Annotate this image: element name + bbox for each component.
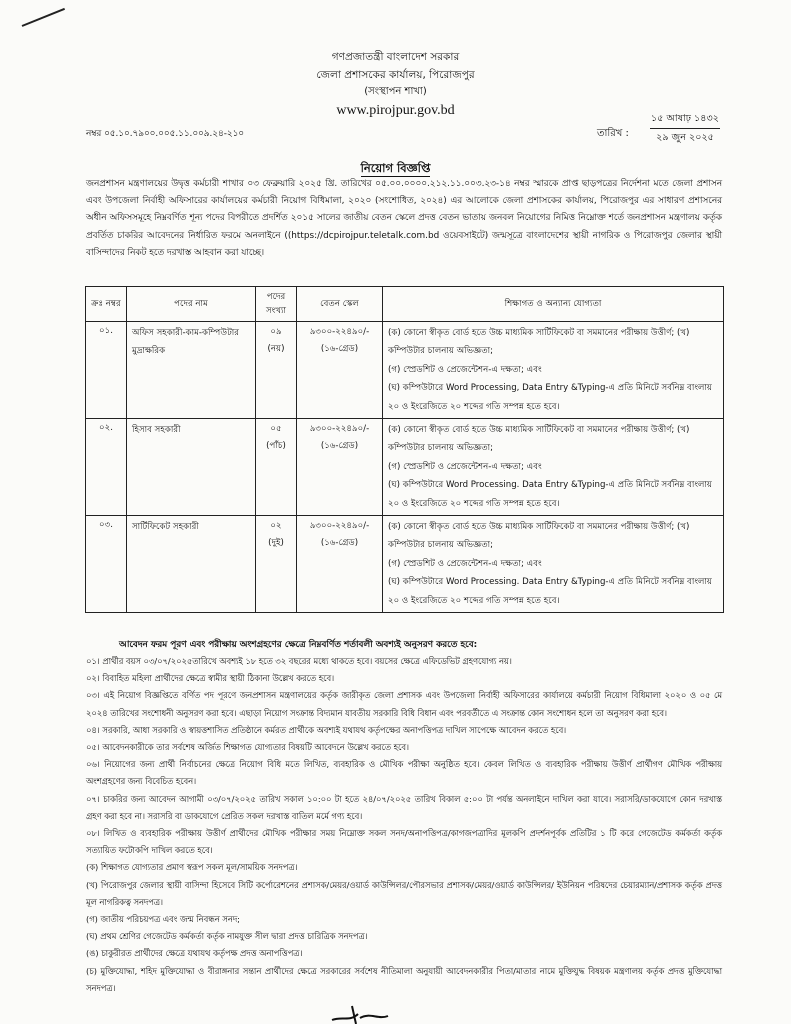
date-divider — [650, 128, 720, 129]
pay-scale-amount: ৯৩০০-২২৪৯০/- — [309, 521, 370, 532]
post-count-number: ০৯ — [270, 327, 282, 337]
pay-grade: (১৬-গ্রেড) — [320, 441, 359, 452]
row-serial: ০৩. — [86, 516, 127, 613]
row-qualification — [383, 419, 724, 516]
qualification-line: (গ) স্প্রেডশিট ও প্রেজেন্টেশন-এ দক্ষতা; এবং — [388, 558, 542, 569]
document-item: (চ) মুক্তিযোদ্ধা, শহিদ মুক্তিযোদ্ধা ও বীরাঙ্গনার সন্তান প্রার্থীদের ক্ষেত্রে সরকারের সর্বশেষ নীতিমালা অনুযায়ী আবেদনকারীর পিতা/মাতার নামে মুক্তিযুদ্ধ বিষয়ক মন্ত্রণালয় কর্তৃক প্রদত্ত মুক্তিযোদ্ধা সনদপত্র। — [86, 965, 722, 993]
qualification-line: (ক) কোনো স্বীকৃত বোর্ড হতে উচ্চ মাধ্যমিক সার্টিফিকেট বা সমমানের পরীক্ষায় উত্তীর্ণ; (খ) কম্পিউটার চালনায় অভিজ্ঞতা; — [388, 425, 690, 454]
intro-paragraph: জনপ্রশাসন মন্ত্রণালয়ের উদ্বৃত্ত কর্মচারী শাখার ০৩ ফেব্রুয়ারি ২০২৫ খ্রি. তারিখের ০৫.০০.০০০০.২১২.১১.০০৩.২৩-১৪ নম্বর স্মারকে প্রাপ্ত ছাড়পত্রের নির্দেশনা মতে জেলা প্রশাসন এবং উপজেলা নির্বাহী অফিসারের কার্যালয়ের কর্মচারী নিয়োগ বিধিমালা, ২০২০ (সংশোধিত, ২০২৪) এর আলোকে জেলা প্রশাসকের কার্যালয়, পিরোজপুর এর সাধারণ প্রশাসনের অধীন অফিসসমূহে নিম্নবর্ণিত শূন্য পদের বিপরীতে প্রদর্শিত ২০১৫ সালের জাতীয় বেতন স্কেলে প্রদত্ত বেতন ভাতায় জনবল নিয়োগের নিমিত্ত নিম্নোক্ত শর্তে জনপ্রশাসন মন্ত্রণালয় কর্তৃক প্রবর্তিত চাকরির আবেদনের নির্ধারিত ফরমে অনলাইনে ((https://dcpirojpur.teletalk.com.bd ওয়েবসাইটে) জন্মসূত্রে বাংলাদেশের স্থায়ী নাগরিক ও পিরোজপুর জেলার স্থায়ী বাসিন্দাদের নিকট হতে দরখাস্ত আহবান করা যাচ্ছে। — [86, 179, 722, 258]
header-section-name: (সংস্থাপন শাখা) — [364, 86, 427, 97]
row-post-name: সার্টিফিকেট সহকারী — [127, 516, 256, 613]
table-row — [86, 419, 724, 516]
row-qualification — [383, 322, 724, 419]
row-pay-scale — [297, 516, 383, 613]
memo-number: নম্বর ০৫.১০.৭৯০০.০০৫.১১.০০৯.২৪-২১০ — [86, 129, 245, 139]
row-post-name: অফিস সহকারী-কাম-কম্পিউটার মুদ্রাক্ষরিক — [127, 322, 256, 419]
post-count-number: ০৫ — [270, 424, 282, 435]
header-serial: ক্রঃ নম্বর — [86, 287, 127, 322]
row-qualification — [383, 516, 724, 613]
row-serial: ০১. — [86, 322, 127, 419]
row-pay-scale — [297, 419, 383, 516]
row-post-name: হিসাব সহকারী — [127, 419, 256, 516]
qualification-line: (ঘ) কম্পিউটারে Word Processing. Data Entry &Typing-এ প্রতি মিনিটে সর্বনিম্ন বাংলায় ২০ ও ইংরেজিতে ২০ শব্দের গতি সম্পন্ন হতে হবে। — [388, 577, 712, 606]
document-item: (ঘ) প্রথম শ্রেণির গেজেটেড কর্মকর্তা কর্তৃক নামযুক্ত সীল দ্বারা প্রদত্ত চারিত্রিক সনদপত্র। — [86, 931, 368, 942]
header-post-count: পদের সংখ্যা — [256, 287, 297, 322]
pen-scribble-mark — [22, 8, 65, 27]
row-pay-scale — [297, 322, 383, 419]
qualification-line: (ঘ) কম্পিউটারে Word Processing, Data Entry &Typing-এ প্রতি মিনিটে সর্বনিম্ন বাংলায় ২০ ও ইংরেজিতে ২০ শব্দের গতি সম্পন্ন হতে হবে। — [388, 383, 712, 412]
qualification-line: (ক) কোনো স্বীকৃত বোর্ড হতে উচ্চ মাধ্যমিক সার্টিফিকেট বা সমমানের পরীক্ষায় উত্তীর্ণ; (খ) কম্পিউটার চালনায় অভিজ্ঞতা; — [388, 328, 690, 357]
qualification-line: (গ) স্প্রেডশিট ও প্রেজেন্টেশন-এ দক্ষতা; এবং — [388, 461, 542, 472]
condition-item: ০১। প্রার্থীর বয়স ০৩/০৭/২০২৫তারিখে অবশ্যই ১৮ হতে ৩২ বছরের মধ্যে থাকতে হবে। বয়সের ক্ষেত্রে এফিডেভিট গ্রহণযোগ্য নয়। — [86, 656, 512, 666]
header-office-name: জেলা প্রশাসকের কার্যালয়, পিরোজপুর — [316, 69, 475, 81]
condition-item: ০৩। এই নিয়োগ বিজ্ঞপ্তিতে বর্ণিত পদ পূরণে জনপ্রশাসন মন্ত্রণালয়ের কর্তৃক জারীকৃত জেলা প্রশাসক এবং উপজেলা নির্বাহী অফিসারের কার্যালয়ে কর্মচারী নিয়োগ বিধিমালা ২০২০ ও ০৫ মে ২০২৪ তারিখের সংশোধনী অনুসরণ করা হবে। এছাড়া নিয়োগ সংক্রান্ত বিদ্যমান যাবতীয় সরকারি বিধি বিধান এবং পরবর্তীতে এ সংক্রান্ত কোন সংশোধন হলে তা অনুসরণ করা হবে। — [86, 690, 722, 718]
table-header-row — [86, 287, 724, 322]
condition-item: ০৮। লিখিত ও ব্যবহারিক পরীক্ষায় উত্তীর্ণ প্রার্থীদের মৌখিক পরীক্ষার সময় নিম্নোক্ত সকল সনদ/অনাপত্তিপত্র/কাগজপত্রাদির মূলকপি প্রদর্শনপূর্বক প্রতিটির ১ টি করে গেজেটেড কর্মকর্তা কর্তৃক সত্যায়িত ফটোকপি দাখিল করতে হবে। — [86, 828, 722, 856]
post-count-words: (নয়) — [267, 344, 285, 354]
row-post-count — [256, 419, 297, 516]
condition-item: ০৫। আবেদনকারীকে তার সর্বশেষ অর্জিত শিক্ষাগত যোগ্যতার বিষয়টি আবেদনে উল্লেখ করতে হবে। — [86, 742, 409, 753]
table-row — [86, 516, 724, 613]
condition-item: ০৬। নিয়োগের জন্য প্রার্থী নির্বাচনের ক্ষেত্রে নিয়োগ বিধি মতে লিখিত, ব্যবহারিক ও মৌখিক পরীক্ষা অনুষ্ঠিত হবে। কেবল লিখিত ও ব্যবহারিক পরীক্ষায় উত্তীর্ণ প্রার্থীগণ মৌখিক পরীক্ষায় অংশগ্রহণের জন্য বিবেচিত হবেন। — [86, 759, 722, 787]
post-count-words: (পাঁচ) — [266, 441, 286, 452]
header-govt-name: গণপ্রজাতন্ত্রী বাংলাদেশ সরকার — [331, 51, 460, 63]
table-row — [86, 322, 724, 419]
header-post-name: পদের নাম — [127, 287, 256, 322]
date-bangla: ১৫ আষাঢ় ১৪৩২ — [651, 113, 719, 124]
notice-title-text: নিয়োগ বিজ্ঞপ্তি — [360, 161, 431, 175]
pay-scale-amount: ৯৩০০-২২৪৯০/- — [309, 327, 370, 337]
condition-item: ০২। বিবাহিত মহিলা প্রার্থীদের ক্ষেত্রে স্বামীর স্থায়ী ঠিকানা উল্লেখ করতে হবে। — [86, 673, 335, 684]
condition-item: ০৭। চাকরির জন্য আবেদন আগামী ০৩/০৭/২০২৫ তারিখ সকাল ১০:০০ টা হতে ২৪/০৭/২০২৫ তারিখ বিকাল ৫:০০ টা পর্যন্ত অনলাইনে দাখিল করা যাবে। সরাসরি/ডাকযোগে কোন দরখাস্ত গ্রহণ করা হবে না। সরাসরি বা ডাকযোগে প্রেরিত সকল দরখাস্ত বাতিল মর্মে গণ্য হবে। — [86, 793, 722, 821]
pay-scale-amount: ৯৩০০-২২৪৯০/- — [309, 424, 370, 435]
qualification-line: (ক) কোনো স্বীকৃত বোর্ড হতে উচ্চ মাধ্যমিক সার্টিফিকেট বা সমমানের পরীক্ষায় উত্তীর্ণ; (খ) কম্পিউটার চালনায় অভিজ্ঞতা; — [388, 522, 690, 551]
document-item: (খ) পিরোজপুর জেলার স্থায়ী বাসিন্দা হিসেবে সিটি কর্পোরেশনের প্রশাসক/মেয়র/ওয়ার্ড কাউন্সিলর/পৌরসভার প্রশাসক/মেয়র/ওয়ার্ড কাউন্সিলর/ ইউনিয়ন পরিষদের চেয়ারম্যান/প্রশাসক কর্তৃক প্রদত্ত মূল নাগরিকত্ব সনদপত্র। — [86, 879, 722, 907]
document-item: (ঙ) চাকুরীরত প্রার্থীদের ক্ষেত্রে যথাযথ কর্তৃপক্ষ প্রদত্ত অনাপত্তিপত্র। — [86, 948, 303, 959]
pay-grade: (১৬-গ্রেড) — [320, 538, 359, 549]
date-label: তারিখ : — [597, 128, 629, 139]
header-website-link[interactable]: www.pirojpur.gov.bd — [336, 103, 455, 118]
posts-table — [85, 286, 724, 613]
qualification-line: (গ) স্প্রেডশিট ও প্রেজেন্টেশন-এ দক্ষতা; এবং — [388, 364, 542, 375]
document-item: (ক) শিক্ষাগত যোগ্যতার প্রমাণ স্বরূপ সকল মূল/সাময়িক সনদপত্র। — [86, 862, 298, 873]
row-post-count — [256, 516, 297, 613]
post-count-number: ০২ — [270, 521, 282, 532]
header-qualification: শিক্ষাগত ও অন্যান্য যোগ্যতা — [383, 287, 724, 322]
date-english: ২৯ জুন ২০২৫ — [656, 132, 714, 143]
condition-item: ০৪। সরকারি, আধা সরকারি ও স্বায়ত্তশাসিত প্রতিষ্ঠানে কর্মরত প্রার্থীকে অবশ্যই যথাযথ কর্তৃপক্ষের অনাপত্তিপত্র দাখিল সাপেক্ষে আবেদন করতে হবে। — [86, 724, 567, 735]
conditions-title: আবেদন ফরম পূরণ এবং পরীক্ষায় অংশগ্রহণের ক্ষেত্রে নিম্নবর্ণিত শর্তাবলী অবশ্যই অনুসরণ করতে হবে: — [119, 640, 478, 650]
row-post-count — [256, 322, 297, 419]
signature-mark — [330, 1000, 390, 1024]
post-count-words: (দুই) — [268, 538, 284, 549]
qualification-line: (ঘ) কম্পিউটারে Word Processing. Data Entry &Typing-এ প্রতি মিনিটে সর্বনিম্ন বাংলায় ২০ ও ইংরেজিতে ২০ শব্দের গতি সম্পন্ন হতে হবে। — [388, 480, 712, 509]
conditions-list — [86, 653, 722, 997]
row-serial: ০২. — [86, 419, 127, 516]
pay-grade: (১৬-গ্রেড) — [320, 344, 359, 354]
header-pay-scale: বেতন স্কেল — [297, 287, 383, 322]
document-item: (গ) জাতীয় পরিচয়পত্র এবং জন্ম নিবন্ধন সনদ; — [86, 914, 240, 925]
